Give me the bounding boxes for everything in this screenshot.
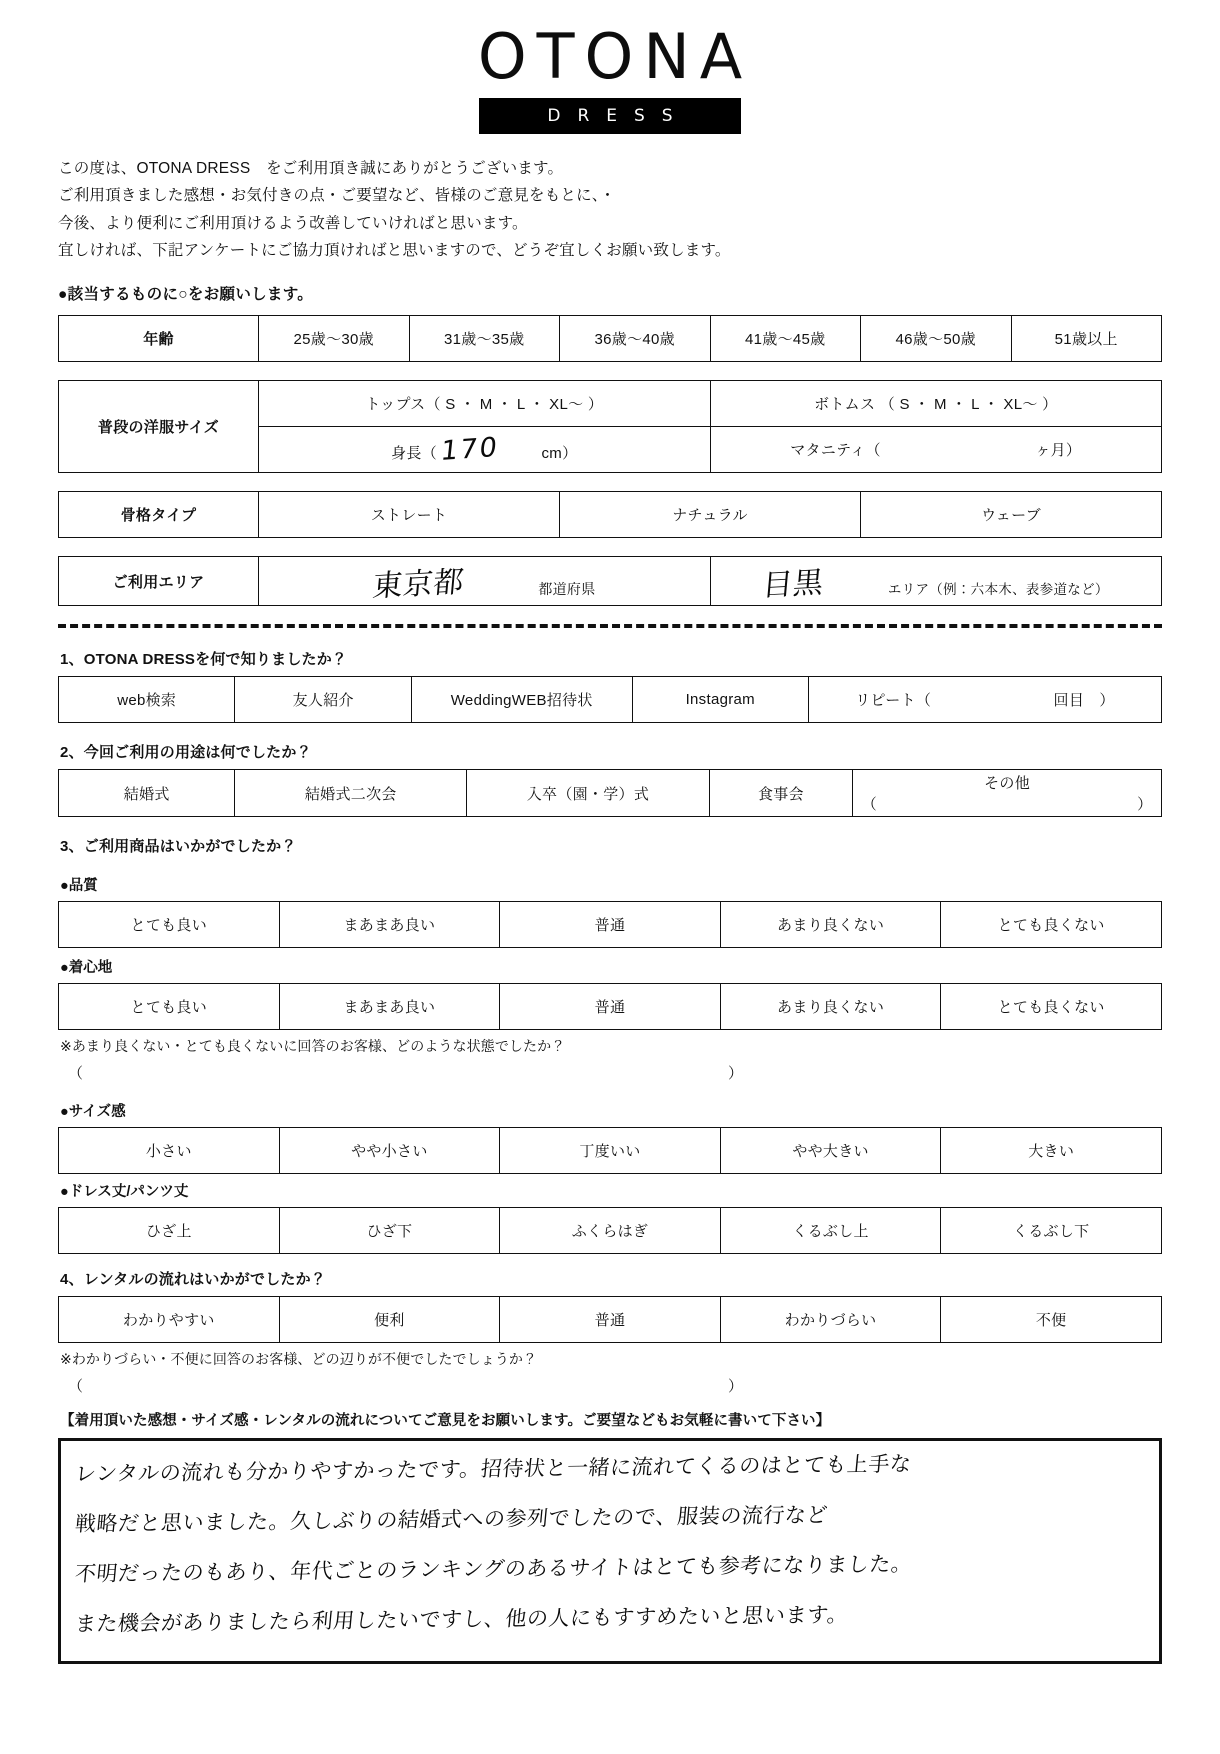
q1-option-2[interactable]: WeddingWEB招待状	[411, 677, 632, 723]
sizefeel-option-0[interactable]: 小さい	[59, 1128, 280, 1174]
age-option-2[interactable]: 36歳〜40歳	[560, 316, 711, 362]
q2-option-0[interactable]: 結婚式	[59, 770, 235, 817]
length-option-3[interactable]: くるぶし上	[720, 1208, 941, 1254]
table-row	[59, 677, 1162, 723]
length-option-0[interactable]: ひざ上	[59, 1208, 280, 1254]
q3-comfort-answer-line[interactable]	[68, 1062, 1162, 1082]
q4-table	[58, 1296, 1162, 1343]
q2-heading: 2、今回ご利用の用途は何でしたか？	[60, 744, 312, 762]
table-row	[59, 557, 1162, 606]
q1-option-4[interactable]: リピート（ 回目 ）	[809, 677, 1162, 723]
q3-heading: 3、ご利用商品はいかがでしたか？	[60, 838, 297, 856]
tops-size-cell[interactable]: トップス（ S ・ M ・ L ・ XL〜 ）	[259, 381, 711, 427]
maternity-label: マタニティ（	[790, 442, 881, 460]
body-type-row-label: 骨格タイプ	[59, 492, 259, 538]
body-type-option-1[interactable]: ナチュラル	[560, 492, 861, 538]
length-option-2[interactable]: ふくらはぎ	[500, 1208, 721, 1254]
maternity-unit: ヶ月）	[1035, 442, 1082, 460]
q2-table	[58, 769, 1162, 817]
q3-sizefeel-label: ●サイズ感	[60, 1104, 126, 1121]
comfort-option-0[interactable]: とても良い	[59, 984, 280, 1030]
table-row	[59, 1128, 1162, 1174]
body-type-option-0[interactable]: ストレート	[259, 492, 560, 538]
free-comment-line-1: レンタルの流れも分かりやすかったです。招待状と一緒に流れてくるのはとても上手な	[73, 1451, 913, 1487]
brand-logo	[58, 0, 1162, 134]
free-comment-line-2: 戦略だと思いました。久しぶりの結婚式への参列でしたので、服装の流行など	[73, 1502, 830, 1537]
q4-note: ※わかりづらい・不便に回答のお客様、どの辺りが不便でしたでしょうか？	[60, 1351, 538, 1368]
q4-answer-line[interactable]	[68, 1375, 1162, 1395]
age-table	[58, 315, 1162, 362]
height-value-handwritten: 170	[439, 432, 501, 468]
comfort-option-3[interactable]: あまり良くない	[720, 984, 941, 1030]
prefecture-value-handwritten: 東京都	[370, 564, 466, 605]
length-option-1[interactable]: ひざ下	[279, 1208, 500, 1254]
age-option-0[interactable]: 25歳〜30歳	[259, 316, 410, 362]
q2-option-2[interactable]: 入卒（園・学）式	[467, 770, 710, 817]
sizefeel-option-1[interactable]: やや小さい	[279, 1128, 500, 1174]
q3-sizefeel-table	[58, 1127, 1162, 1174]
q4-option-4[interactable]: 不便	[941, 1297, 1162, 1343]
clothing-size-row-label: 普段の洋服サイズ	[59, 381, 259, 473]
comfort-option-1[interactable]: まあまあ良い	[279, 984, 500, 1030]
body-type-option-2[interactable]: ウェーブ	[861, 492, 1162, 538]
q2-option-4[interactable]: その他（ ）	[853, 770, 1162, 817]
age-option-3[interactable]: 41歳〜45歳	[710, 316, 861, 362]
age-row-label: 年齢	[59, 316, 259, 362]
paren-open: （	[68, 1065, 84, 1083]
sizefeel-option-2[interactable]: 丁度いい	[500, 1128, 721, 1174]
maternity-cell[interactable]	[710, 427, 1162, 473]
q1-option-3[interactable]: Instagram	[632, 677, 808, 723]
sizefeel-option-3[interactable]: やや大きい	[720, 1128, 941, 1174]
intro-line-2: ご利用頂きました感想・お気付きの点・ご要望など、皆様のご意見をもとに、・	[58, 187, 616, 205]
table-row	[59, 984, 1162, 1030]
body-type-table	[58, 491, 1162, 538]
age-option-4[interactable]: 46歳〜50歳	[861, 316, 1012, 362]
prefecture-cell[interactable]	[259, 557, 711, 606]
sizefeel-option-4[interactable]: 大きい	[941, 1128, 1162, 1174]
area-value-handwritten: 目黒	[760, 565, 825, 604]
height-label: 身長（	[391, 445, 437, 463]
paren-close: ）	[728, 1378, 744, 1396]
q2-option-3[interactable]: 食事会	[709, 770, 852, 817]
q4-option-0[interactable]: わかりやすい	[59, 1297, 280, 1343]
table-row	[59, 492, 1162, 538]
table-row	[59, 902, 1162, 948]
q3-quality-label: ●品質	[60, 878, 98, 895]
height-cell[interactable]	[259, 427, 711, 473]
table-row	[59, 381, 1162, 427]
q1-heading: 1、OTONA DRESSを何で知りましたか？	[60, 651, 348, 669]
area-row-label: ご利用エリア	[59, 557, 259, 606]
bottoms-size-cell[interactable]: ボトムス （ S ・ M ・ L ・ XL〜 ）	[710, 381, 1162, 427]
q3-length-label: ●ドレス丈/パンツ丈	[60, 1184, 189, 1201]
q1-option-1[interactable]: 友人紹介	[235, 677, 411, 723]
q1-table	[58, 676, 1162, 723]
age-option-5[interactable]: 51歳以上	[1011, 316, 1162, 362]
free-comment-heading: 【着用頂いた感想・サイズ感・レンタルの流れについてご意見をお願いします。ご要望などもお気軽に書いて下さい】	[60, 1413, 831, 1430]
q2-option-1[interactable]: 結婚式二次会	[235, 770, 467, 817]
age-option-1[interactable]: 31歳〜35歳	[409, 316, 560, 362]
quality-option-2[interactable]: 普通	[500, 902, 721, 948]
area-hint: エリア（例：六本木、表参道など）	[887, 582, 1109, 598]
quality-option-3[interactable]: あまり良くない	[720, 902, 941, 948]
q4-option-3[interactable]: わかりづらい	[720, 1297, 941, 1343]
length-option-4[interactable]: くるぶし下	[941, 1208, 1162, 1254]
quality-option-1[interactable]: まあまあ良い	[279, 902, 500, 948]
q3-comfort-note: ※あまり良くない・とても良くないに回答のお客様、どのような状態でしたか？	[60, 1038, 566, 1055]
clothing-size-table	[58, 380, 1162, 473]
comfort-option-2[interactable]: 普通	[500, 984, 721, 1030]
q4-option-1[interactable]: 便利	[279, 1297, 500, 1343]
free-comment-line-4: また機会がありましたら利用したいですし、他の人にもすすめたいと思います。	[73, 1602, 850, 1637]
height-unit: cm）	[541, 445, 578, 463]
intro-line-4: 宜しければ、下記アンケートにご協力頂ければと思いますので、どうぞ宜しくお願い致します。	[58, 241, 731, 259]
area-detail-cell[interactable]	[710, 557, 1162, 606]
table-row	[59, 770, 1162, 817]
q3-comfort-label: ●着心地	[60, 960, 113, 977]
paren-close: ）	[728, 1065, 744, 1083]
quality-option-4[interactable]: とても良くない	[941, 902, 1162, 948]
q3-comfort-table	[58, 983, 1162, 1030]
intro-line-3: 今後、より便利にご利用頂けるよう改善していければと思います。	[58, 214, 528, 232]
q3-length-table	[58, 1207, 1162, 1254]
quality-option-0[interactable]: とても良い	[59, 902, 280, 948]
comfort-option-4[interactable]: とても良くない	[941, 984, 1162, 1030]
table-row	[59, 1208, 1162, 1254]
q1-option-0[interactable]: web検索	[59, 677, 235, 723]
intro-paragraph	[58, 160, 1162, 260]
prefecture-hint: 都道府県	[538, 581, 596, 598]
area-table	[58, 556, 1162, 606]
instruction-text: ●該当するものに○をお願いします。	[58, 286, 314, 304]
free-comment-line-3: 不明だったのもあり、年代ごとのランキングのあるサイトはとても参考になりました。	[73, 1551, 914, 1587]
q4-heading: 4、レンタルの流れはいかがでしたか？	[60, 1271, 326, 1289]
free-comment-box[interactable]	[58, 1438, 1162, 1664]
brand-subtitle: DRESS	[479, 98, 741, 134]
section-divider	[58, 624, 1162, 628]
intro-line-1: この度は、OTONA DRESS をご利用頂き誠にありがとうございます。	[58, 160, 564, 177]
q3-quality-table	[58, 901, 1162, 948]
brand-name: OTONA	[477, 20, 753, 93]
paren-open: （	[68, 1378, 84, 1396]
q4-option-2[interactable]: 普通	[500, 1297, 721, 1343]
table-row	[59, 1297, 1162, 1343]
table-row	[59, 316, 1162, 362]
